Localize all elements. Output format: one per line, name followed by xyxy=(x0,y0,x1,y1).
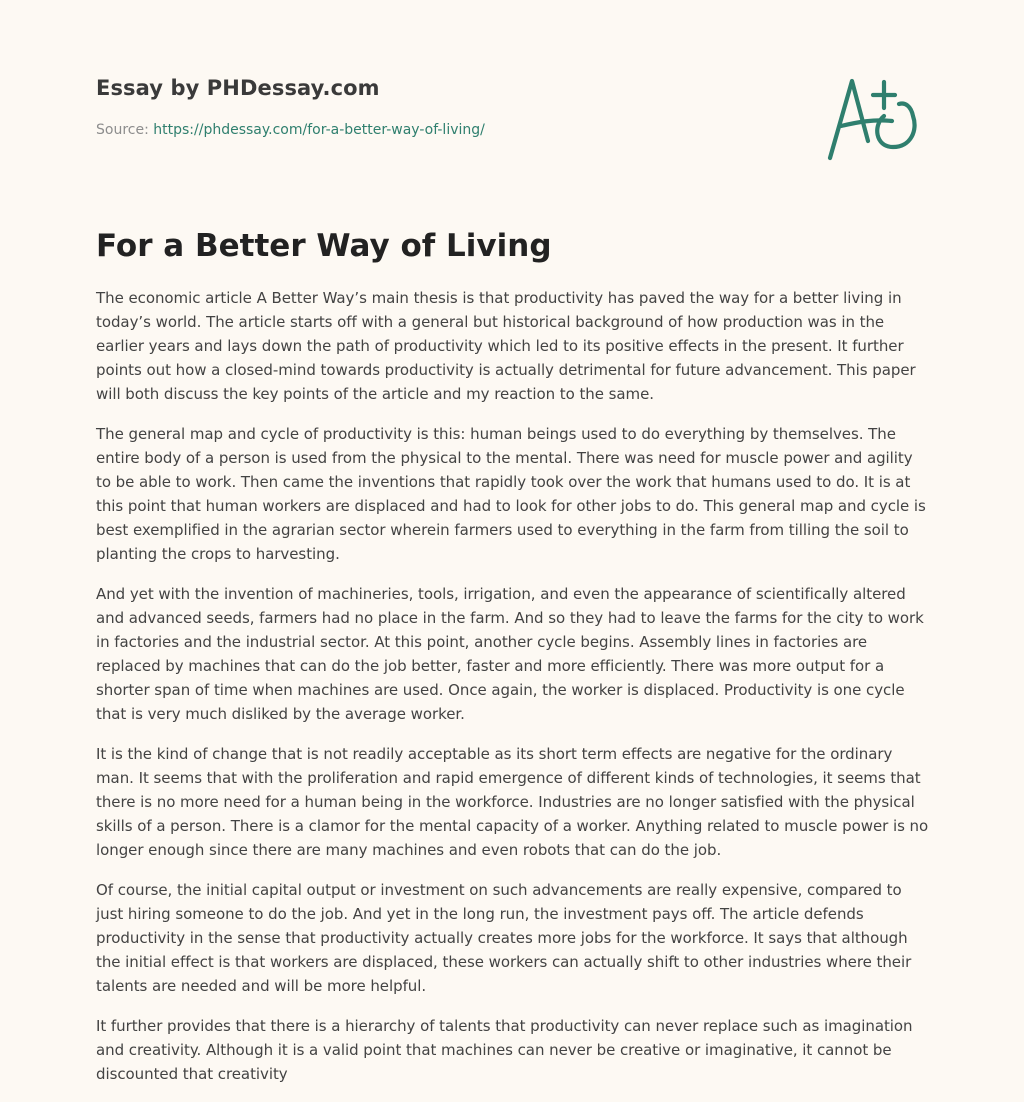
article xyxy=(96,228,930,1102)
article-title: For a Better Way of Living xyxy=(96,228,552,264)
brand-title: Essay by PHDessay.com xyxy=(96,76,380,100)
article-paragraph: Of course, the initial capital output or investment on such advancements are really expensive, compared to just hiring someone to do the job. And yet in the long run, the investment pays off. The article defends productivity in the sense that productivity actually creates more jobs for the workforce. It says that although the initial effect is that workers are displaced, these workers can actually shift to other industries where their talents are needed and will be more helpful. xyxy=(96,881,912,995)
page-header xyxy=(96,76,928,138)
a-plus-grade-icon xyxy=(823,68,928,164)
article-paragraph: The economic article A Better Way’s main thesis is that productivity has paved the way for a better living in today’s world. The article starts off with a general but historical background of how production was in the earlier years and lays down the path of productivity which led to its positive effects in the present. It further points out how a closed-mind towards productivity is actually detrimental for future advancement. This paper will both discuss the key points of the article and my reaction to the same. xyxy=(96,289,916,403)
article-paragraph: And yet with the invention of machineries, tools, irrigation, and even the appearance of scientifically altered and advanced seeds, farmers had no place in the farm. And so they had to leave the farms for the city to work in factories and the industrial sector. At this point, another cycle begins. Assembly lines in factories are replaced by machines that can do the job better, faster and more efficiently. There was more output for a shorter span of time when machines are used. Once again, the worker is displaced. Productivity is one cycle that is very much disliked by the average worker. xyxy=(96,585,924,723)
source-line xyxy=(96,122,928,138)
source-link[interactable]: https://phdessay.com/for-a-better-way-of-living/ xyxy=(153,122,485,138)
article-paragraph: The general map and cycle of productivity is this: human beings used to do everything by themselves. The entire body of a person is used from the physical to the mental. There was need for muscle power and agility to be able to work. Then came the inventions that rapidly took over the work that humans used to do. It is at this point that human workers are displaced and had to look for other jobs to do. This general map and cycle is best exemplified in the agrarian sector wherein farmers used to everything in the farm from tilling the soil to planting the crops to harvesting. xyxy=(96,425,926,563)
article-paragraph: It further provides that there is a hierarchy of talents that productivity can never replace such as imagination and creativity. Although it is a valid point that machines can never be creative or imaginative, it cannot be discounted that creativity xyxy=(96,1017,913,1083)
source-label: Source: xyxy=(96,122,149,138)
article-paragraph: It is the kind of change that is not readily acceptable as its short term effects are negative for the ordinary man. It seems that with the proliferation and rapid emergence of different kinds of technologies, it seems that there is no more need for a human being in the workforce. Industries are no longer satisfied with the physical skills of a person. There is a clamor for the mental capacity of a worker. Anything related to muscle power is no longer enough since there are many machines and even robots that can do the job. xyxy=(96,745,929,859)
